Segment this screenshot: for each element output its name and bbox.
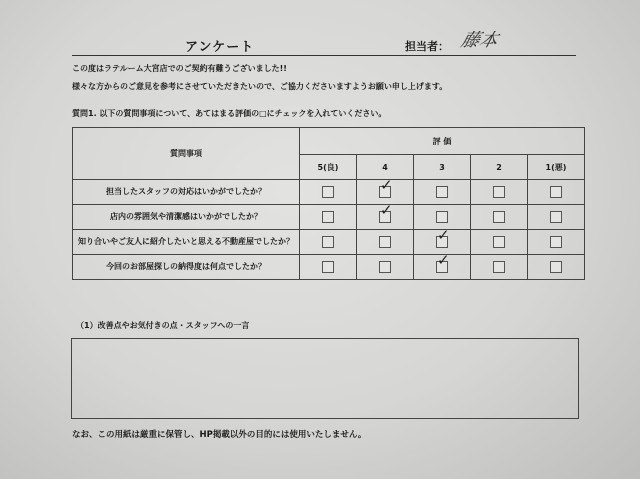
rating-cell [471, 230, 528, 255]
intro-line-2: 様々な方からのご意見を参考にさせていただきたいので、ご協力くださいますようお願い申し上げます。 [72, 82, 448, 91]
rating-cell [300, 180, 357, 205]
comment-label: （1）改善点やお気付きの点・スタッフへの一言 [76, 321, 250, 330]
rating-checkbox[interactable] [550, 211, 562, 223]
staff-signature: 藤本 [458, 30, 501, 51]
rating-cell [357, 201, 414, 230]
rating-checkbox[interactable] [550, 236, 562, 248]
rating-table [72, 127, 585, 280]
table-row [73, 230, 585, 255]
rating-cell [414, 251, 471, 280]
rating-column-header: 5(良) [300, 155, 357, 180]
question-text: 担当したスタッフの対応はいかがでしたか？ [73, 180, 300, 205]
table-row [73, 205, 585, 230]
rating-checkbox[interactable] [493, 211, 505, 223]
question-text: 店内の雰囲気や清潔感はいかがでしたか？ [73, 205, 300, 230]
footer-note: なお、この用紙は厳重に保管し、HP掲載以外の目的には使用いたしません。 [72, 430, 367, 440]
check-mark-icon: ✓ [437, 251, 450, 269]
rating-checkbox[interactable] [436, 226, 450, 248]
rating-column-header: 2 [471, 155, 528, 180]
rating-cell [528, 205, 585, 230]
check-mark-icon: ✓ [380, 201, 393, 219]
rating-checkbox[interactable] [550, 186, 562, 198]
check-mark-icon: ✓ [380, 176, 393, 194]
form-title: アンケート [185, 40, 255, 55]
rating-header: 評 価 [300, 128, 585, 155]
rating-column-header: 1(悪) [528, 155, 585, 180]
rating-checkbox[interactable] [436, 211, 448, 223]
rating-cell [471, 205, 528, 230]
table-row [73, 180, 585, 205]
rating-cell [357, 230, 414, 255]
rating-checkbox[interactable] [436, 186, 448, 198]
rating-checkbox[interactable] [493, 236, 505, 248]
rating-cell [528, 230, 585, 255]
rating-checkbox[interactable] [550, 261, 562, 273]
rating-cell [300, 255, 357, 280]
rating-checkbox[interactable] [322, 186, 334, 198]
rating-column-header: 4 [357, 155, 414, 180]
question-1-instruction: 質問1. 以下の質問事項について、あてはまる評価の□にチェックを入れていください。 [72, 109, 387, 118]
rating-cell [300, 230, 357, 255]
rating-checkbox[interactable] [493, 261, 505, 273]
rating-checkbox[interactable] [379, 261, 391, 273]
rating-checkbox[interactable] [322, 261, 334, 273]
rating-checkbox[interactable] [493, 186, 505, 198]
rating-cell [414, 180, 471, 205]
rating-cell [528, 255, 585, 280]
rating-checkbox[interactable] [436, 251, 450, 273]
question-text: 知り合いやご友人に紹介したいと思える不動産屋でしたか？ [73, 230, 300, 255]
rating-cell [528, 180, 585, 205]
rating-cell [300, 205, 357, 230]
rating-cell [471, 180, 528, 205]
rating-column-header: 3 [414, 155, 471, 180]
rating-checkbox[interactable] [322, 211, 334, 223]
rating-cell [357, 255, 414, 280]
question-header: 質問事項 [73, 128, 300, 180]
table-row [73, 255, 585, 280]
question-text: 今回のお部屋探しの納得度は何点でしたか？ [73, 255, 300, 280]
rating-checkbox[interactable] [379, 236, 391, 248]
rating-checkbox[interactable] [322, 236, 334, 248]
rating-checkbox[interactable] [379, 176, 393, 198]
comment-field[interactable] [71, 338, 579, 419]
intro-line-1: この度はラテルーム大宮店でのご契約有難うございました!! [72, 64, 287, 73]
rating-checkbox[interactable] [379, 201, 393, 223]
title-underline [72, 55, 576, 56]
check-mark-icon: ✓ [437, 226, 450, 244]
staff-label: 担当者： [405, 40, 449, 53]
rating-cell [471, 255, 528, 280]
